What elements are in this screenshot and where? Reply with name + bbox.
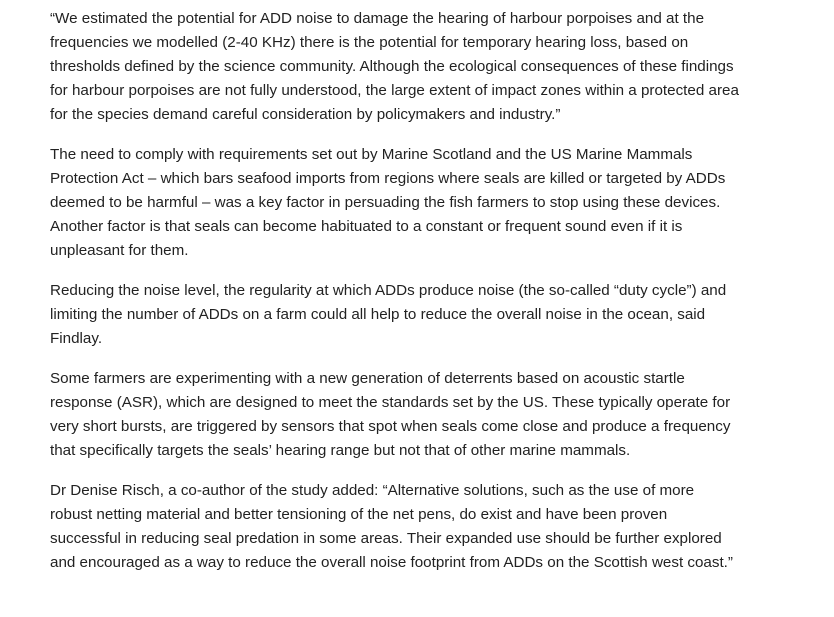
article-paragraph-noise-reduction: Reducing the noise level, the regularity at which ADDs produce noise (the so-called “duty cycle”) and limiting the number of ADDs on a farm could all help to reduce the overall noise in the ocean, said Findlay. [50,282,727,347]
article-paragraph-risch-quote: Dr Denise Risch, a co-author of the study added: “Alternative solutions, such as the use of more robust netting material and better tensioning of the net pens, do exist and have been proven successful in reducing seal predation in some areas. Their expanded use should be further explored and encouraged as a way to reduce the overall noise footprint from ADDs on the Scottish west coast.” [50,482,733,571]
article-paragraph-quote-porpoise-hearing: “We estimated the potential for ADD noise to damage the hearing of harbour porpoises and at the frequencies we modelled (2-40 KHz) there is the potential for temporary hearing loss, based on thresholds defined by the science community. Although the ecological consequences of these findings for harbour porpoises are not fully understood, the large extent of impact zones within a protected area for the species demand careful consideration by policymakers and industry.” [50,10,739,123]
article-body [50,7,740,591]
article-paragraph-regulation-compliance: The need to comply with requirements set out by Marine Scotland and the US Marine Mammals Protection Act – which bars seafood imports from regions where seals are killed or targeted by ADDs deemed to be harmful – was a key factor in persuading the fish farmers to stop using these devices. Another factor is that seals can become habituated to a constant or frequent sound even if it is unpleasant for them. [50,146,726,259]
article-paragraph-asr-deterrents: Some farmers are experimenting with a new generation of deterrents based on acoustic startle response (ASR), which are designed to meet the standards set by the US. These typically operate for very short bursts, are triggered by sensors that spot when seals come close and produce a frequency that specifically targets the seals’ hearing range but not that of other marine mammals. [50,370,731,459]
